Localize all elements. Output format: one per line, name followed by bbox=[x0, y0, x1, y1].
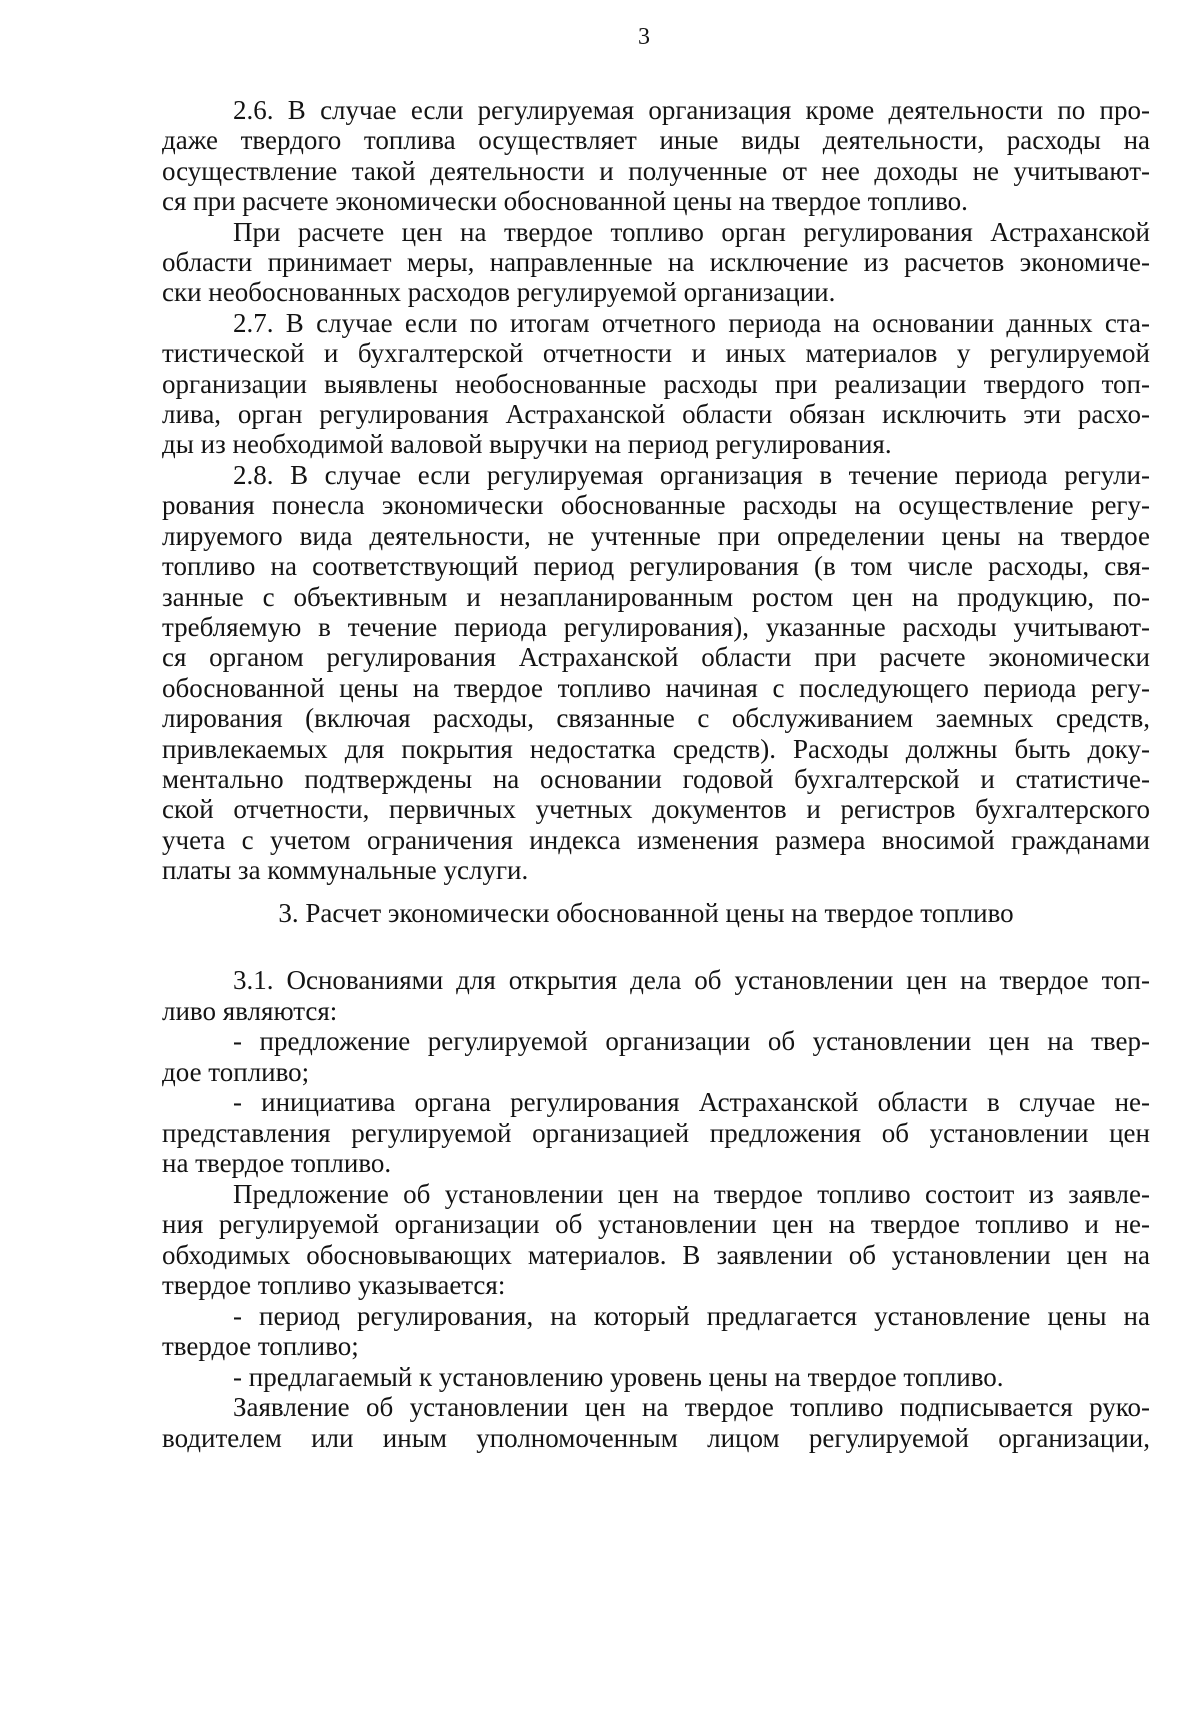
text-line: твердое топливо; bbox=[162, 1331, 359, 1361]
text-line: - инициатива органа регулирования Астраханской области в случае не- bbox=[233, 1087, 1150, 1117]
text-line: ской отчетности, первичных учетных документов и регистров бухгалтерского bbox=[162, 794, 1150, 825]
section-3-body bbox=[162, 965, 1150, 1453]
text-line: области принимает меры, направленные на исключение из расчетов экономиче- bbox=[162, 247, 1150, 278]
text-line: Предложение об установлении цен на твердое топливо состоит из заявле- bbox=[233, 1178, 1150, 1209]
text-line: на твердое топливо. bbox=[162, 1148, 392, 1178]
text-line: лива, орган регулирования Астраханской области обязан исключить эти расхо- bbox=[162, 399, 1150, 430]
page-number: 3 bbox=[638, 24, 650, 50]
text-line: 3.1. Основаниями для открытия дела об установлении цен на твердое топ- bbox=[233, 965, 1150, 995]
text-line: учета с учетом ограничения индекса изменения размера вносимой гражданами bbox=[162, 824, 1150, 855]
text-line: представления регулируемой организацией предложения об установлении цен bbox=[162, 1117, 1150, 1148]
text-line: твердое топливо указывается: bbox=[162, 1270, 506, 1300]
text-line: 2.7. В случае если по итогам отчетного периода на основании данных ста- bbox=[233, 307, 1150, 338]
text-line: - предложение регулируемой организации об установлении цен на твер- bbox=[233, 1026, 1150, 1056]
section-3-heading: 3. Расчет экономически обоснованной цены на твердое топливо bbox=[278, 898, 1014, 928]
text-line: лирования (включая расходы, связанные с обслуживанием заемных средств, bbox=[162, 703, 1150, 734]
text-line: ски необоснованных расходов регулируемой организации. bbox=[162, 277, 836, 308]
text-line: занные с объективным и незапланированным ростом цен на продукцию, по- bbox=[162, 581, 1150, 612]
text-line: водителем или иным уполномоченным лицом регулируемой организации, bbox=[162, 1422, 1150, 1453]
text-line: - предлагаемый к установлению уровень цены на твердое топливо. bbox=[233, 1361, 1004, 1392]
text-line: 2.8. В случае если регулируемая организация в течение периода регули- bbox=[233, 459, 1150, 490]
text-line: - период регулирования, на который предлагается установление цены на bbox=[233, 1300, 1150, 1331]
section-2-end bbox=[162, 95, 1150, 886]
text-line: ся при расчете экономически обоснованной цены на твердое топливо. bbox=[162, 186, 968, 217]
text-line: ся органом регулирования Астраханской области при расчете экономически bbox=[162, 642, 1150, 673]
text-line: осуществление такой деятельности и полученные от нее доходы не учитывают- bbox=[162, 155, 1150, 186]
text-line: ментально подтверждены на основании годовой бухгалтерской и статистиче- bbox=[162, 763, 1150, 794]
text-line: 2.6. В случае если регулируемая организация кроме деятельности по про- bbox=[233, 95, 1150, 125]
text-line: ливо являются: bbox=[162, 995, 338, 1026]
text-line: рования понесла экономически обоснованные расходы на осуществление регу- bbox=[162, 490, 1150, 521]
text-line: При расчете цен на твердое топливо орган регулирования Астраханской bbox=[233, 216, 1150, 247]
text-line: дое топливо; bbox=[162, 1056, 310, 1087]
text-line: тистической и бухгалтерской отчетности и иных материалов у регулируемой bbox=[162, 338, 1150, 369]
text-line: привлекаемых для покрытия недостатка средств). Расходы должны быть доку- bbox=[162, 733, 1150, 764]
text-line: ды из необходимой валовой выручки на период регулирования. bbox=[162, 429, 892, 460]
text-line: обоснованной цены на твердое топливо начиная с последующего периода регу- bbox=[162, 672, 1150, 703]
text-line: лируемого вида деятельности, не учтенные при определении цены на твердое bbox=[162, 520, 1150, 551]
text-line: требляемую в течение периода регулирования), указанные расходы учитывают- bbox=[162, 611, 1150, 642]
text-line: даже твердого топлива осуществляет иные виды деятельности, расходы на bbox=[162, 125, 1150, 156]
text-line: ния регулируемой организации об установлении цен на твердое топливо и не- bbox=[162, 1209, 1150, 1239]
text-line: платы за коммунальные услуги. bbox=[162, 855, 529, 886]
text-line: топливо на соответствующий период регулирования (в том числе расходы, свя- bbox=[162, 551, 1150, 582]
text-line: Заявление об установлении цен на твердое топливо подписывается руко- bbox=[233, 1392, 1150, 1422]
text-line: организации выявлены необоснованные расходы при реализации твердого топ- bbox=[162, 368, 1150, 399]
text-line: обходимых обосновывающих материалов. В заявлении об установлении цен на bbox=[162, 1239, 1150, 1270]
